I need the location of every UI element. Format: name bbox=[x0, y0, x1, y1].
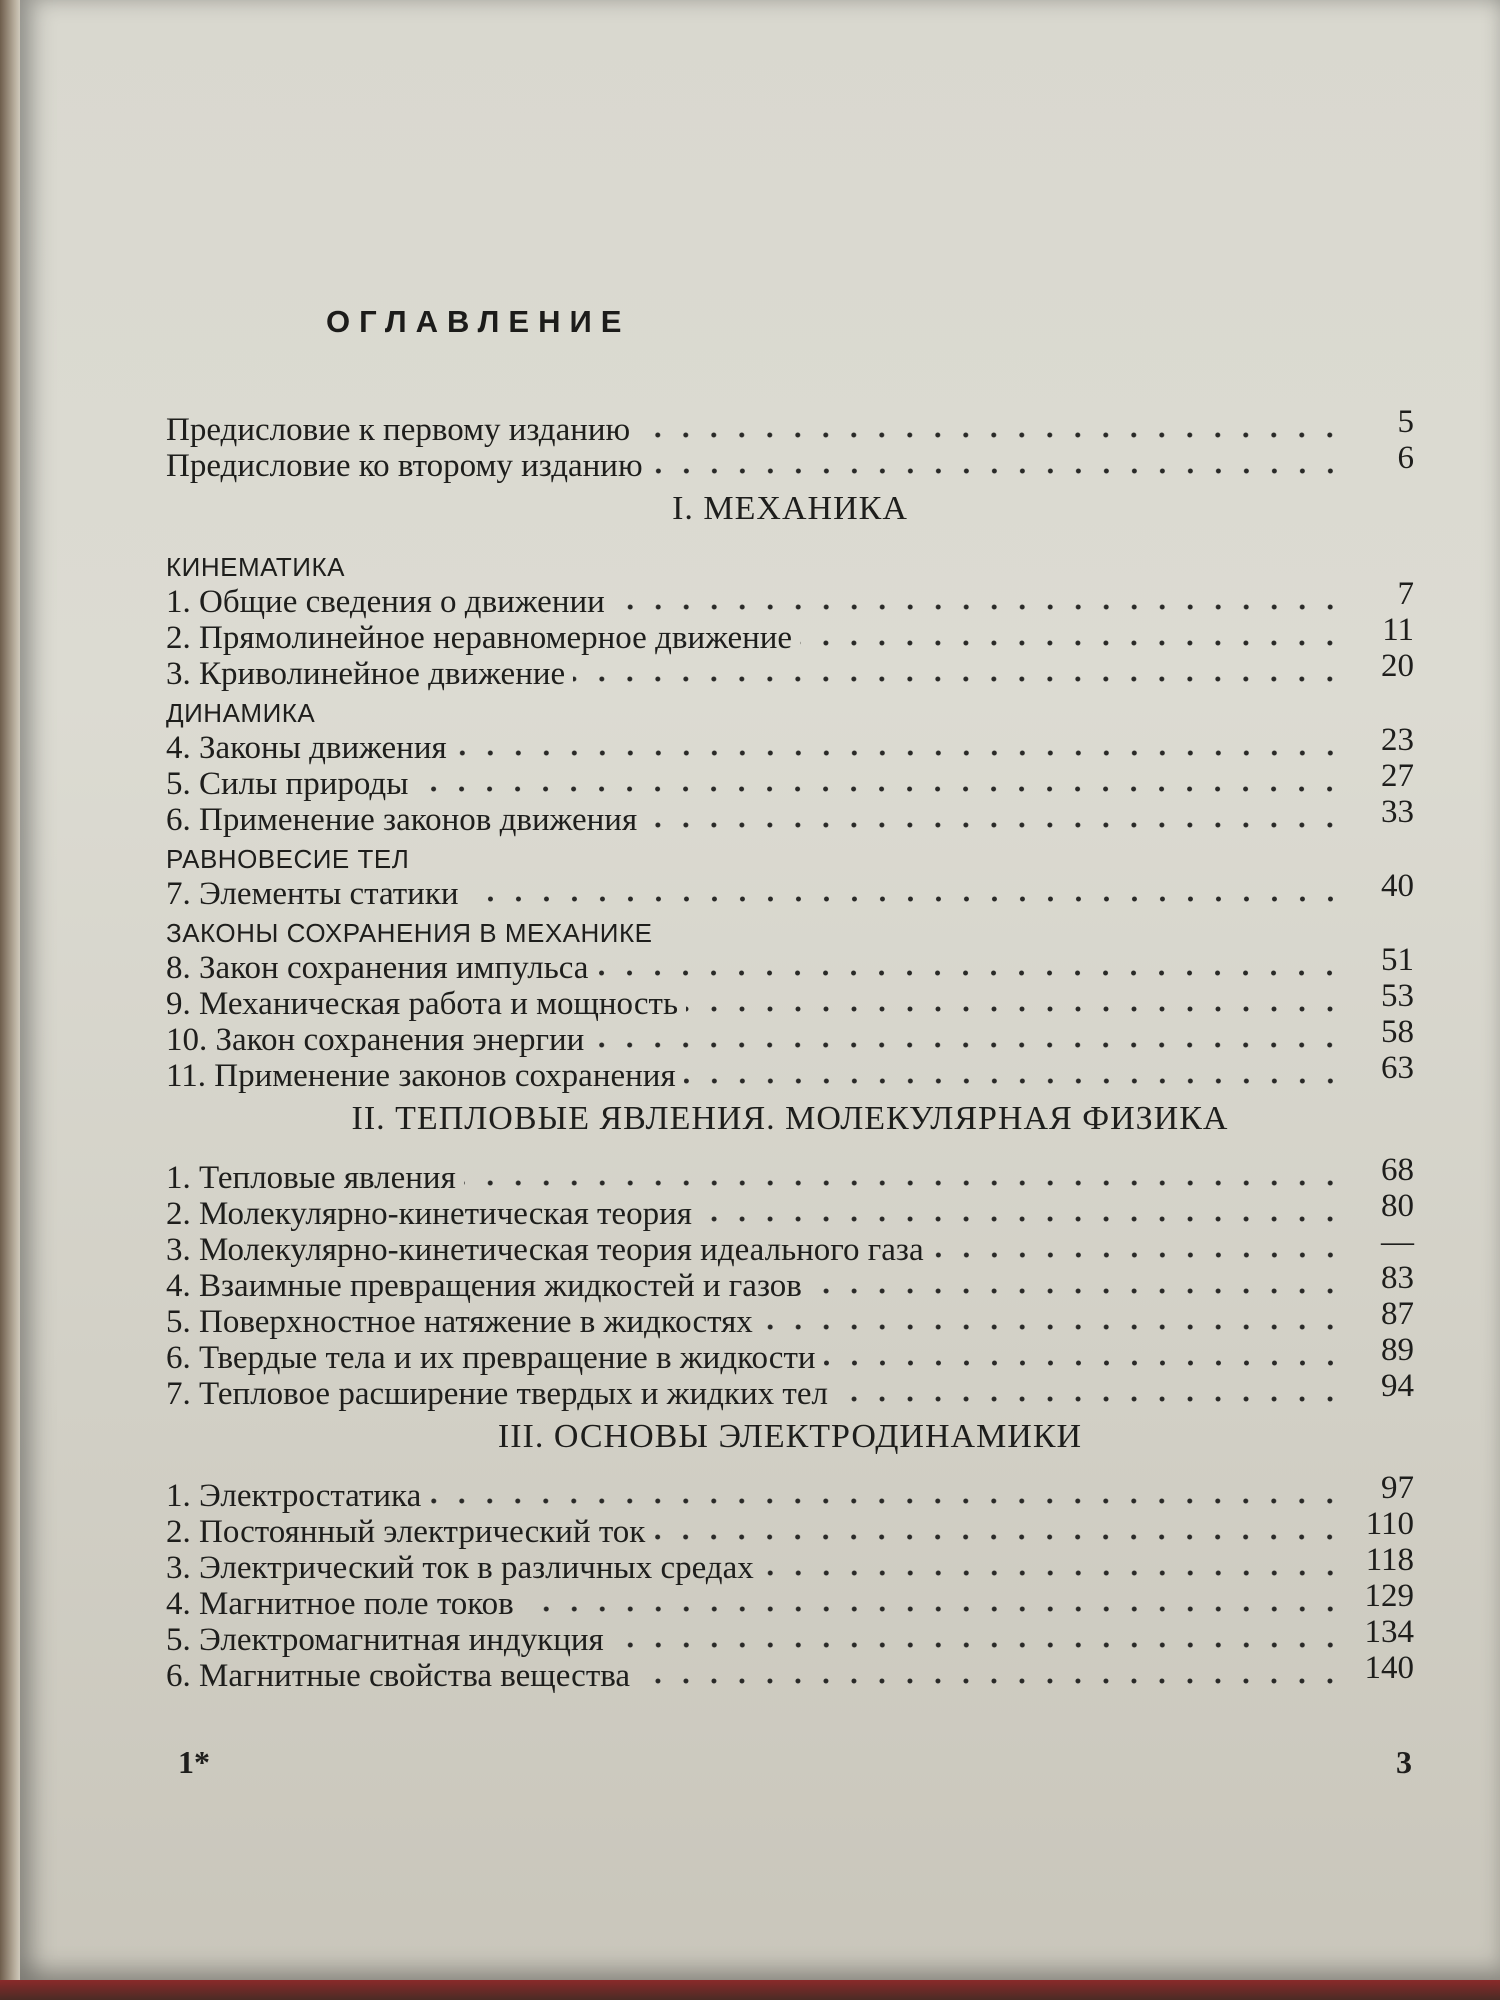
toc-entry-page: 27 bbox=[1381, 758, 1414, 794]
toc-entry-page: 83 bbox=[1381, 1260, 1414, 1296]
toc-entry-label: 6. Твердые тела и их превращение в жидкости bbox=[166, 1340, 816, 1376]
subsection-heading-conservation: ЗАКОНЫ СОХРАНЕНИЯ В МЕХАНИКЕ bbox=[166, 918, 653, 948]
toc-entry[interactable] bbox=[166, 1506, 1414, 1550]
dot-leader bbox=[800, 638, 1344, 648]
dot-leader bbox=[573, 674, 1344, 684]
toc-entry-page: 11 bbox=[1382, 612, 1414, 648]
dot-leader bbox=[810, 1286, 1344, 1296]
toc-entry-page: 68 bbox=[1381, 1152, 1414, 1188]
toc-entry[interactable] bbox=[166, 1542, 1414, 1586]
toc-entry-page: 129 bbox=[1364, 1578, 1414, 1614]
toc-entry-page: 94 bbox=[1381, 1368, 1414, 1404]
toc-entry[interactable] bbox=[166, 868, 1414, 912]
toc-entry-label: 5. Поверхностное натяжение в жидкостях bbox=[166, 1304, 753, 1340]
dot-leader bbox=[638, 1676, 1344, 1686]
dot-leader bbox=[686, 1004, 1344, 1014]
toc-entry-page: 134 bbox=[1364, 1614, 1414, 1650]
toc-entry-page: 118 bbox=[1365, 1542, 1414, 1578]
toc-entry-page: 33 bbox=[1381, 794, 1414, 830]
toc-entry[interactable] bbox=[166, 1188, 1414, 1232]
toc-entry[interactable] bbox=[166, 648, 1414, 692]
toc-entry[interactable] bbox=[166, 794, 1414, 838]
toc-entry-label: 5. Силы природы bbox=[166, 766, 409, 802]
dot-leader bbox=[684, 1076, 1344, 1086]
dot-leader bbox=[761, 1322, 1344, 1332]
book-bottom-edge bbox=[0, 1980, 1500, 2000]
toc-entry-label: 1. Общие сведения о движении bbox=[166, 584, 605, 620]
part-heading-mechanics: I. МЕХАНИКА bbox=[672, 490, 908, 527]
toc-entry-preface-1[interactable] bbox=[166, 404, 1414, 448]
toc-entry-label: 8. Закон сохранения импульса bbox=[166, 950, 589, 986]
toc-entry-page: 7 bbox=[1397, 576, 1414, 612]
dot-leader bbox=[645, 820, 1344, 830]
toc-entry-label: 6. Магнитные свойства вещества bbox=[166, 1658, 631, 1694]
toc-entry-page: 110 bbox=[1365, 1506, 1414, 1542]
subsection-heading-kinematics: КИНЕМАТИКА bbox=[166, 552, 345, 582]
toc-entry-page: 6 bbox=[1397, 440, 1414, 476]
dot-leader bbox=[762, 1568, 1344, 1578]
toc-entry[interactable] bbox=[166, 1470, 1414, 1514]
toc-entry[interactable] bbox=[166, 576, 1414, 620]
toc-entry[interactable] bbox=[166, 1578, 1414, 1622]
toc-entry-label: 2. Молекулярно-кинетическая теория bbox=[166, 1196, 692, 1232]
toc-entry[interactable] bbox=[166, 1014, 1414, 1058]
subsection-heading-dynamics: ДИНАМИКА bbox=[166, 698, 316, 728]
toc-entry[interactable] bbox=[166, 1614, 1414, 1658]
toc-entry[interactable] bbox=[166, 978, 1414, 1022]
toc-entry-page: 53 bbox=[1381, 978, 1414, 1014]
toc-entry[interactable] bbox=[166, 1260, 1414, 1304]
toc-entry-page: 5 bbox=[1397, 404, 1414, 440]
dot-leader bbox=[824, 1358, 1344, 1368]
toc-entry[interactable] bbox=[166, 612, 1414, 656]
toc-entry-page: 20 bbox=[1381, 648, 1414, 684]
table-of-contents bbox=[166, 404, 1414, 1694]
toc-entry-page: — bbox=[1381, 1224, 1414, 1260]
toc-entry-page: 63 bbox=[1381, 1050, 1414, 1086]
dot-leader bbox=[613, 602, 1344, 612]
part-heading-electrodynamics: III. ОСНОВЫ ЭЛЕКТРОДИНАМИКИ bbox=[497, 1418, 1083, 1455]
dot-leader bbox=[522, 1604, 1344, 1614]
toc-entry-label: 4. Законы движения bbox=[166, 730, 447, 766]
toc-entry[interactable] bbox=[166, 758, 1414, 802]
toc-entry-page: 89 bbox=[1381, 1332, 1414, 1368]
dot-leader bbox=[464, 1178, 1344, 1188]
dot-leader bbox=[467, 894, 1344, 904]
toc-entry[interactable] bbox=[166, 1050, 1414, 1094]
part-heading-thermal: II. ТЕПЛОВЫЕ ЯВЛЕНИЯ. МОЛЕКУЛЯРНАЯ ФИЗИКА bbox=[351, 1100, 1229, 1137]
toc-entry-label: 5. Электромагнитная индукция bbox=[166, 1622, 604, 1658]
toc-entry-preface-2[interactable] bbox=[166, 440, 1414, 484]
toc-entry[interactable] bbox=[166, 1368, 1414, 1412]
toc-entry-label: 2. Прямолинейное неравномерное движение bbox=[166, 620, 793, 656]
toc-entry[interactable] bbox=[166, 1650, 1414, 1694]
dot-leader bbox=[651, 466, 1344, 476]
subsection-heading-equilibrium: РАВНОВЕСИЕ ТЕЛ bbox=[166, 844, 410, 874]
toc-entry-label: 7. Элементы статики bbox=[166, 876, 459, 912]
toc-entry-label: 3. Электрический ток в различных средах bbox=[166, 1550, 754, 1586]
dot-leader bbox=[700, 1214, 1344, 1224]
toc-entry[interactable] bbox=[166, 1296, 1414, 1340]
toc-entry-label: 4. Взаимные превращения жидкостей и газов bbox=[166, 1268, 802, 1304]
toc-entry-label: Предисловие ко второму изданию bbox=[166, 448, 643, 484]
toc-entry-label: 3. Молекулярно-кинетическая теория идеального газа bbox=[166, 1232, 924, 1268]
dot-leader bbox=[836, 1394, 1344, 1404]
toc-entry-label: 7. Тепловое расширение твердых и жидких тел bbox=[166, 1376, 828, 1412]
toc-entry-label: 6. Применение законов движения bbox=[166, 802, 638, 838]
toc-entry-label: 9. Механическая работа и мощность bbox=[166, 986, 678, 1022]
dot-leader bbox=[455, 748, 1344, 758]
toc-entry-page: 58 bbox=[1381, 1014, 1414, 1050]
toc-entry-label: Предисловие к первому изданию bbox=[166, 412, 631, 448]
toc-entry[interactable] bbox=[166, 1332, 1414, 1376]
toc-entry-label: 1. Электростатика bbox=[166, 1478, 422, 1514]
dot-leader bbox=[653, 1532, 1344, 1542]
toc-entry-page: 140 bbox=[1364, 1650, 1414, 1686]
toc-entry[interactable] bbox=[166, 1224, 1414, 1268]
dot-leader bbox=[612, 1640, 1344, 1650]
toc-entry-label: 4. Магнитное поле токов bbox=[166, 1586, 514, 1622]
page-number: 3 bbox=[1396, 1744, 1412, 1780]
toc-entry-label: 3. Криволинейное движение bbox=[166, 656, 566, 692]
book-page bbox=[20, 0, 1500, 1980]
toc-entry-page: 87 bbox=[1381, 1296, 1414, 1332]
toc-entry[interactable] bbox=[166, 942, 1414, 986]
toc-entry-page: 40 bbox=[1381, 868, 1414, 904]
dot-leader bbox=[592, 1040, 1344, 1050]
page-title: ОГЛАВЛЕНИЕ bbox=[326, 304, 631, 339]
toc-entry-page: 80 bbox=[1381, 1188, 1414, 1224]
dot-leader bbox=[932, 1250, 1344, 1260]
dot-leader bbox=[638, 430, 1344, 440]
dot-leader bbox=[416, 784, 1344, 794]
toc-entry[interactable] bbox=[166, 722, 1414, 766]
signature-mark: 1* bbox=[178, 1744, 210, 1780]
toc-entry-label: 2. Постоянный электрический ток bbox=[166, 1514, 646, 1550]
toc-entry-page: 97 bbox=[1381, 1470, 1414, 1506]
toc-entry-label: 10. Закон сохранения энергии bbox=[166, 1022, 585, 1058]
dot-leader bbox=[429, 1496, 1344, 1506]
book-spine bbox=[0, 0, 20, 2000]
dot-leader bbox=[596, 968, 1344, 978]
toc-entry-page: 51 bbox=[1381, 942, 1414, 978]
toc-entry[interactable] bbox=[166, 1152, 1414, 1196]
toc-entry-label: 1. Тепловые явления bbox=[166, 1160, 456, 1196]
toc-entry-label: 11. Применение законов сохранения bbox=[166, 1058, 676, 1094]
toc-entry-page: 23 bbox=[1381, 722, 1414, 758]
